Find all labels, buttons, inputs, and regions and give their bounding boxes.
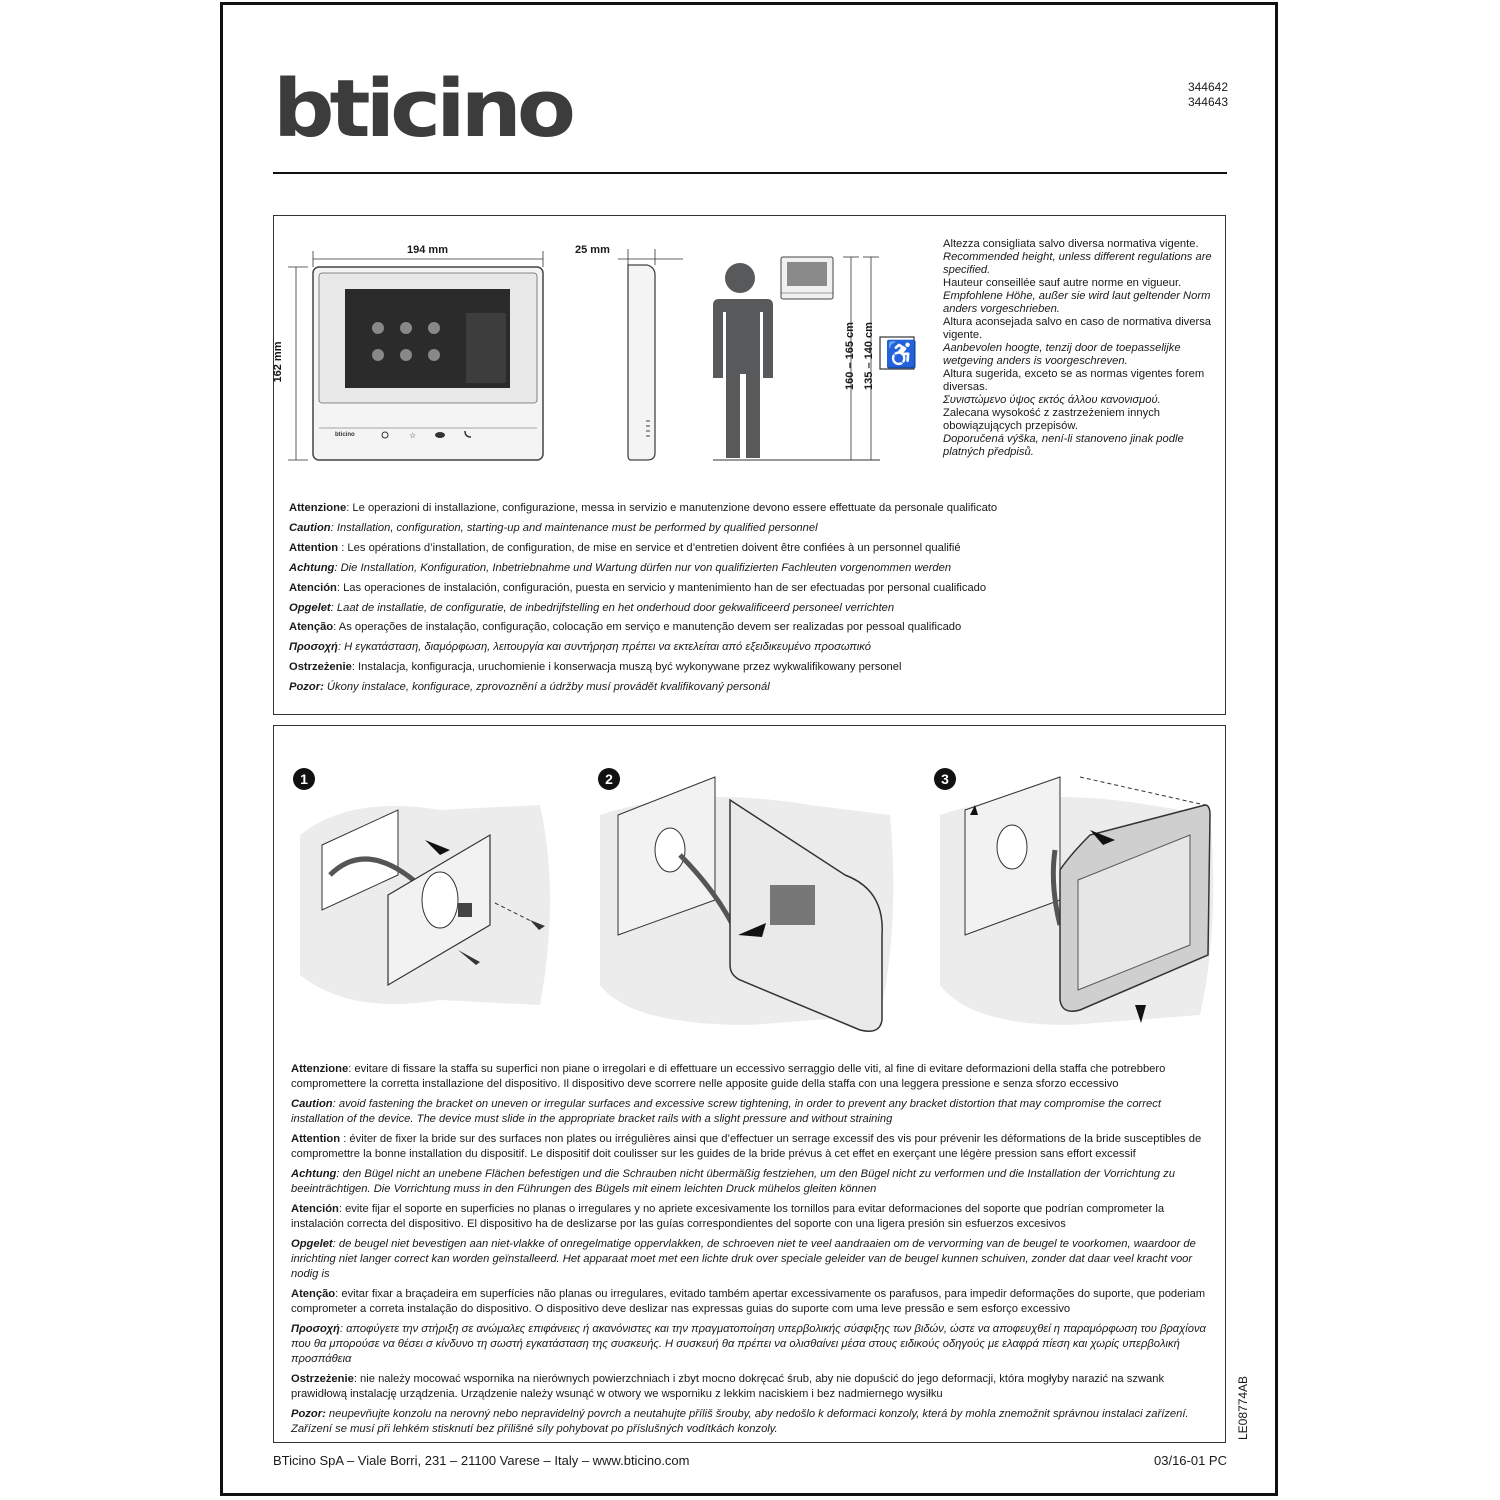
warning-paragraph: Opgelet: de beugel niet bevestigen aan niet-vlakke of onregelmatige oppervlakken, de schroeven niet te veel aandraaien om de vervorming van de beugel te voorkomen, waardoor de inrichting niet langer correct kan worden geïnstalleerd. Het apparaat moet met een lichte druk over speciale geleider van de beugel kunnen schuiven, zonder dat daar veel kracht voor nodig is	[291, 1238, 1196, 1280]
svg-text:♿: ♿	[885, 339, 918, 369]
warning-line: Caution: Installation, configuration, starting-up and maintenance must be performed by qualified personnel	[289, 521, 818, 534]
warning-line: Atenção: As operações de instalação, configuração, colocação em serviço e manutenção devem ser realizadas por pessoal qualificado	[289, 621, 962, 634]
product-code: 344642	[1187, 80, 1228, 94]
svg-text:☆: ☆	[409, 431, 417, 440]
height-note: Empfohlene Höhe, außer sie wird laut geltender Norm anders vorgeschrieben.	[943, 290, 1211, 315]
step-1-bracket-fixing	[300, 805, 550, 1005]
header-divider	[273, 172, 1227, 174]
warning-line: Attention : Les opérations d’installation, de configuration, de mise en service et d’entretien doivent être confiées à un personnel qualifié	[289, 541, 961, 554]
width-dimension: 194 mm	[407, 244, 448, 256]
warning-paragraph: Attenzione: evitare di fissare la staffa su superfici non piane o irregolari e di effettuare un eccessivo serraggio delle viti, al fine di evitare deformazioni della staffa che potrebbero compromettere la corretta installazione del dispositivo. Il dispositivo deve scorrere nelle apposite guide della staffa con una leggera pressione e senza sforzo eccessivo	[291, 1063, 1166, 1090]
step-2-device-connection	[600, 777, 893, 1031]
height-note: Aanbevolen hoogte, tenzij door de toepasselijke wetgeving anders is voorgeschreven.	[943, 342, 1181, 367]
height-note: Doporučená výška, není-li stanoveno jinak podle platných předpisů.	[943, 433, 1184, 458]
device-front-view	[313, 267, 543, 460]
warning-paragraph: Προσοχή: αποφύγετε την στήριξη σε ανώμαλες επιφάνειες ή ακανόνιστες και την πραγματοποίηση υπερβολικής σύσφιξης των βιδών, ώστε να αποφευχθεί η παραμόρφωση του βραχίονα που θα μπορούσε να θέσει σ κίνδυνο τη σωστή εγκατάσταση της συσκευής. Η συσκευή θα πρέπει να ολισθαίνει μέσα στους ειδικούς οδηγούς με ελαφρά πίεση και χωρίς υπερβολική προσπάθεια	[291, 1323, 1206, 1365]
height-note: Altura aconsejada salvo en caso de normativa diversa vigente.	[943, 316, 1212, 341]
height-note: Zalecana wysokość z zastrzeżeniem innych obowiązujących przepisów.	[943, 407, 1161, 432]
company-address: BTicino SpA – Viale Borri, 231 – 21100 Varese – Italy – www.bticino.com	[273, 1453, 690, 1468]
warning-paragraph: Pozor: neupevňujte konzolu na nerovný nebo nepravidelný povrch a neutahujte příliš šrouby, aby nedošlo k deformaci konzoly, která by mohla znemožnit správnou instalaci zařízení. Zařízení se musí při lehkém stisknutí bez přílišné síly pohybovat po příslušných vodítkách konzoly.	[291, 1408, 1189, 1435]
warning-line: Opgelet: Laat de installatie, de configuratie, de inbedrijfstelling en het onderhoud door gekwalificeerd personeel verrichten	[289, 601, 895, 614]
step-number: 1	[293, 768, 315, 790]
height-note: Hauteur conseillée sauf autre norme en vigueur.	[943, 277, 1182, 289]
warning-paragraph: Atenção: evitar fixar a braçadeira em superfícies não planas ou irregulares, evitado também apertar excessivamente os parafusos, para impedir deformações do suporte, que poderiam comprometer a correta instalação do dispositivo. O dispositivo deve deslizar nas expressas guias do suporte com uma leve pressão e sem esforço excessivo	[291, 1288, 1206, 1315]
warning-line: Atención: Las operaciones de instalación, configuración, puesta en servicio y mantenimiento han de ser efectuadas por personal cualificado	[289, 581, 987, 594]
step-number: 2	[598, 768, 620, 790]
device-side-view	[628, 265, 655, 460]
warning-line: Ostrzeżenie: Instalacja, konfiguracja, uruchomienie i konserwacja muszą być wykonywane przez wykwalifikowany personel	[289, 661, 902, 674]
warning-paragraph: Caution: avoid fastening the bracket on uneven or irregular surfaces and excessive screw tightening, in order to prevent any bracket distortion that may compromise the correct installation of the device. The device must slide in the appropriate bracket rails with a slight pressure and without straining	[291, 1098, 1161, 1125]
warning-paragraph: Achtung: den Bügel nicht an unebene Flächen befestigen und die Schrauben nicht übermäßig festziehen, um den Bügel nicht zu verformen und die Installation der Vorrichtung zu beeinträchtigen. Die Vorrichtung muss in den Führungen des Bügels mit einem leichten Druck mühelos gleiten können	[291, 1168, 1175, 1195]
warning-line: Προσοχή: Η εγκατάσταση, διαμόρφωση, λειτουργία και συντήρηση πρέπει να εκτελείται από εξειδικευμένο προσωπικό	[289, 641, 871, 654]
device-mounted-icon	[781, 257, 833, 299]
product-code: 344643	[1187, 95, 1228, 109]
device-brand-label: bticino	[335, 432, 355, 438]
warning-line: Attenzione: Le operazioni di installazione, configurazione, messa in servizio e manutenzione devono essere effettuate da personale qualificato	[289, 502, 998, 514]
height-dimension: 162 mm	[272, 341, 284, 383]
brand-logo: bticino	[273, 63, 571, 156]
mount-height-1: 160 – 165 cm	[844, 322, 856, 390]
warning-line: Pozor: Úkony instalace, konfigurace, zprovoznění a údržby musí provádět kvalifikovaný personál	[289, 681, 770, 694]
step-number: 3	[934, 768, 956, 790]
person-figure-icon	[713, 263, 773, 458]
height-notes	[943, 238, 1223, 459]
bracket-installation-warnings	[291, 1062, 1216, 1442]
warning-paragraph: Atención: evite fijar el soporte en superficies no planas o irregulares y no apriete excesivamente los tornillos para evitar deformaciones del soporte que podrían comprometer la instalación correcta del dispositivo. El dispositivo ha de deslizarse por las guías correspondientes del soporte con una ligera presión sin esfuerzos excesivos	[291, 1203, 1165, 1230]
document-id: LE08774AB	[1236, 1375, 1250, 1440]
wheelchair-icon	[880, 337, 917, 369]
warning-paragraph: Ostrzeżenie: nie należy mocować wspornika na nierównych powierzchniach i zbyt mocno dokręcać śrub, aby nie dopuścić do jego deformacji, która mogłyby narazić na szwank prawidłową instalację urządzenia. Urządzenie należy wsunąć w otwory we wsporniku z lekkim naciskiem i bez nadmiernego wysiłku	[291, 1373, 1165, 1400]
height-note: Altezza consigliata salvo diversa normativa vigente.	[943, 238, 1199, 250]
depth-dimension: 25 mm	[575, 244, 610, 256]
warning-line: Achtung: Die Installation, Konfiguration, Inbetriebnahme und Wartung dürfen nur von qualifizierten Fachleuten vorgenommen werden	[289, 561, 952, 574]
document-version: 03/16-01 PC	[1154, 1453, 1227, 1468]
height-note: Recommended height, unless different regulations are specified.	[943, 251, 1212, 276]
height-note: Altura sugerida, exceto se as normas vigentes forem diversas.	[943, 368, 1205, 393]
warning-paragraph: Attention : éviter de fixer la bride sur des surfaces non plates ou irrégulières ainsi que d’effectuer un serrage excessif des vis pour prévenir les déformations de la bride susceptibles de compromettre la bonne installation du dispositif. Le dispositif doit coulisser sur les guides de la bride prévus à cet effet en exerçant une légère pression sans effort excessif	[291, 1133, 1202, 1160]
installation-steps-illustration	[290, 775, 1220, 1050]
step-3-device-hooking	[940, 777, 1213, 1025]
product-codes	[1188, 80, 1228, 110]
height-note: Συνιστώμενο ύψος εκτός άλλου κανονισμού.	[943, 394, 1161, 406]
qualified-personnel-warnings	[289, 499, 1214, 698]
mount-height-2: 135 – 140 cm	[863, 322, 875, 390]
